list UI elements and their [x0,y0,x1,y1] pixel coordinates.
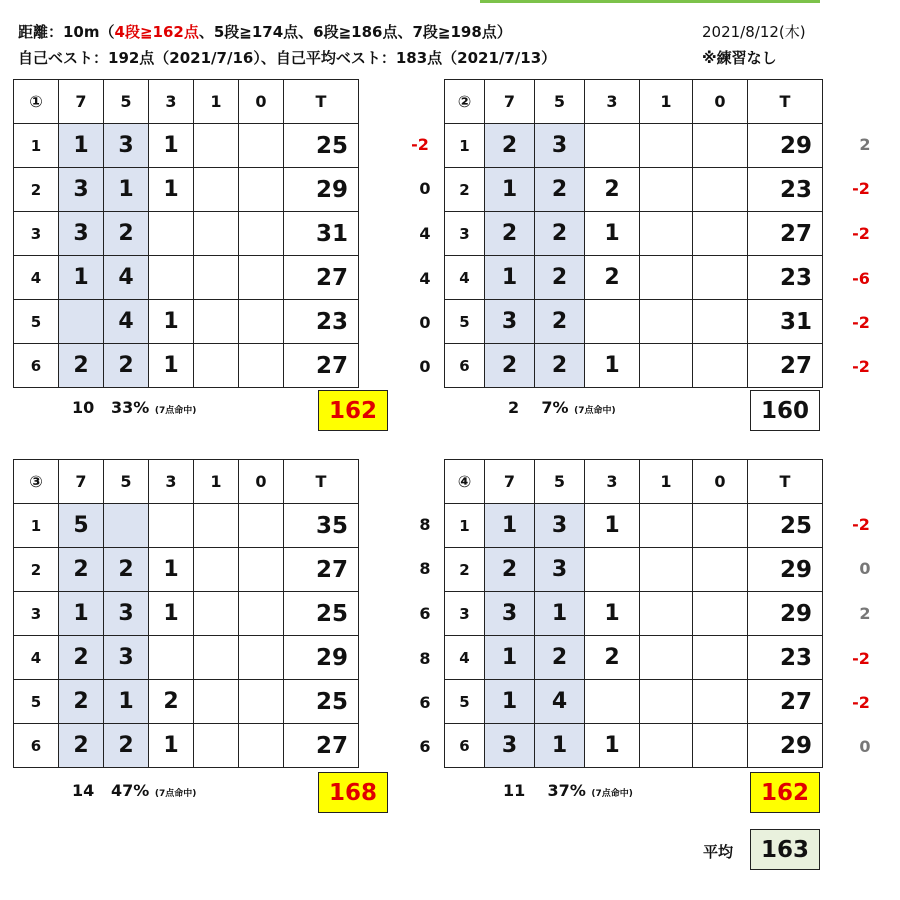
round-4-table [444,459,823,768]
count-3 [585,680,640,724]
count-1 [194,256,239,300]
table-row [445,504,823,548]
end-diff: -2 [411,135,429,154]
count-0 [239,168,284,212]
table-row [445,548,823,592]
count-3: 2 [585,168,640,212]
end-number: 4 [14,256,59,300]
column-header-3: 3 [149,460,194,504]
count-5: 1 [104,680,149,724]
count-3 [585,124,640,168]
end-total: 23 [748,168,823,212]
end-number: 4 [14,636,59,680]
count-1 [194,680,239,724]
count-3: 1 [149,124,194,168]
count-1 [194,548,239,592]
hit-count: 14 [72,781,95,800]
end-total: 27 [748,344,823,388]
table-row [445,256,823,300]
count-7: 2 [485,548,535,592]
count-1 [640,680,693,724]
count-5: 2 [535,300,585,344]
end-total: 27 [284,344,359,388]
count-1 [194,504,239,548]
count-1 [640,592,693,636]
count-3 [585,548,640,592]
table-row [445,592,823,636]
table-row [445,212,823,256]
round-3-summary [72,781,196,800]
round-2-table [444,79,823,388]
column-header-0: 0 [239,80,284,124]
end-diff: -2 [852,313,870,332]
end-diff: 8 [419,649,431,668]
count-1 [640,212,693,256]
count-1 [194,212,239,256]
end-diff: 0 [419,357,431,376]
count-0 [693,548,748,592]
end-total: 35 [284,504,359,548]
count-1 [640,504,693,548]
end-number: 2 [14,548,59,592]
end-total: 25 [284,592,359,636]
end-number: 3 [14,592,59,636]
count-5: 3 [535,548,585,592]
end-number: 1 [14,124,59,168]
round-marker: ③ [14,460,59,504]
end-total: 31 [284,212,359,256]
count-7: 3 [59,212,104,256]
end-diff: -2 [852,224,870,243]
average-label: 平均 [703,843,734,861]
end-diff: -2 [852,693,870,712]
table-row [445,300,823,344]
count-3: 1 [149,300,194,344]
round-marker: ② [445,80,485,124]
table-row [445,344,823,388]
end-total: 25 [284,124,359,168]
session-date: 2021/8/12(木) [702,23,806,41]
table-row [445,724,823,768]
hit-count: 10 [72,398,95,417]
count-3: 1 [585,212,640,256]
count-1 [640,724,693,768]
table-row [14,504,359,548]
hit-count: 11 [503,781,526,800]
end-diff: -2 [852,179,870,198]
count-0 [239,124,284,168]
count-0 [239,636,284,680]
end-total: 25 [284,680,359,724]
column-header-5: 5 [535,460,585,504]
count-7: 1 [59,256,104,300]
end-diff: 0 [859,737,871,756]
table-row [14,124,359,168]
hit-note: (7点命中) [574,406,616,416]
column-header-7: 7 [485,460,535,504]
count-5: 3 [104,592,149,636]
table-row [14,344,359,388]
end-total: 23 [748,636,823,680]
end-number: 2 [445,168,485,212]
count-5: 4 [104,256,149,300]
end-number: 5 [14,300,59,344]
distance-threshold-4dan: 4段≧162点 [114,23,199,41]
round-2-total: 160 [750,390,820,431]
count-0 [239,680,284,724]
column-header-7: 7 [59,460,104,504]
round-3-total: 168 [318,772,388,813]
end-total: 23 [748,256,823,300]
count-0 [693,168,748,212]
distance-line [18,22,512,42]
count-3: 1 [149,548,194,592]
count-0 [239,548,284,592]
hit-note: (7点命中) [591,789,633,799]
column-header-3: 3 [585,460,640,504]
round-4-summary [503,781,633,800]
column-header-7: 7 [59,80,104,124]
end-total: 29 [748,592,823,636]
count-0 [239,504,284,548]
hit-note: (7点命中) [154,406,197,416]
table-row [14,636,359,680]
end-number: 1 [445,504,485,548]
count-1 [640,636,693,680]
table-row [445,124,823,168]
column-header-total: T [748,460,823,504]
end-total: 27 [748,212,823,256]
count-5: 3 [535,504,585,548]
count-7: 2 [485,212,535,256]
count-1 [194,592,239,636]
end-total: 29 [748,724,823,768]
count-0 [693,636,748,680]
count-0 [693,212,748,256]
count-3: 1 [585,344,640,388]
count-5: 2 [104,344,149,388]
count-3: 1 [149,724,194,768]
count-7: 2 [485,124,535,168]
round-2-summary [508,398,616,417]
column-header-5: 5 [535,80,585,124]
count-1 [194,724,239,768]
count-3: 1 [149,168,194,212]
column-header-total: T [284,460,359,504]
table-row [14,592,359,636]
end-number: 4 [445,636,485,680]
end-diff: 0 [859,559,871,578]
count-7: 1 [485,680,535,724]
column-header-1: 1 [640,460,693,504]
round-4-total: 162 [750,772,820,813]
count-5: 3 [104,124,149,168]
end-diff: 4 [419,269,431,288]
round-3-table [13,459,359,768]
count-7: 1 [59,124,104,168]
count-7: 1 [59,592,104,636]
column-header-5: 5 [104,460,149,504]
end-number: 1 [445,124,485,168]
count-7: 1 [485,636,535,680]
end-diff: 0 [419,179,431,198]
count-1 [194,168,239,212]
column-header-3: 3 [585,80,640,124]
count-3: 1 [585,504,640,548]
count-7 [59,300,104,344]
end-diff: -2 [852,515,870,534]
count-1 [640,124,693,168]
count-5: 1 [104,168,149,212]
round-4-header-row [445,460,823,504]
count-7: 2 [485,344,535,388]
end-total: 29 [284,636,359,680]
table-row [14,680,359,724]
personal-best-line: 自己ベスト：192点（2021/7/16）、自己平均ベスト：183点（2021/7/13） [18,49,557,67]
count-5: 2 [104,724,149,768]
end-number: 2 [14,168,59,212]
count-3: 2 [585,256,640,300]
count-0 [239,212,284,256]
end-diff: -2 [852,357,870,376]
hit-percent: 7% [541,398,569,417]
end-number: 5 [445,300,485,344]
count-0 [693,124,748,168]
count-3: 2 [149,680,194,724]
end-total: 29 [284,168,359,212]
table-row [14,548,359,592]
hit-note: (7点命中) [154,789,197,799]
distance-prefix: 距離：10m（ [18,23,115,41]
count-0 [693,724,748,768]
round-marker: ① [14,80,59,124]
count-0 [693,592,748,636]
column-header-0: 0 [693,460,748,504]
count-5: 1 [535,724,585,768]
count-7: 2 [59,344,104,388]
count-7: 3 [59,168,104,212]
end-number: 5 [445,680,485,724]
column-header-5: 5 [104,80,149,124]
end-total: 29 [748,124,823,168]
end-number: 2 [445,548,485,592]
count-5: 4 [104,300,149,344]
count-7: 2 [59,680,104,724]
table-row [14,300,359,344]
count-5: 2 [535,212,585,256]
count-1 [640,344,693,388]
end-total: 27 [284,548,359,592]
count-7: 5 [59,504,104,548]
count-5: 2 [535,636,585,680]
round-1-header-row [14,80,359,124]
count-1 [640,256,693,300]
distance-thresholds-rest: 、5段≧174点、6段≧186点、7段≧198点） [198,23,512,41]
count-5: 2 [535,168,585,212]
end-total: 25 [748,504,823,548]
count-3 [149,256,194,300]
column-header-0: 0 [239,460,284,504]
count-7: 2 [59,548,104,592]
end-diff: 8 [419,559,431,578]
count-7: 1 [485,504,535,548]
end-diff: 8 [419,515,431,534]
table-row [14,256,359,300]
count-1 [194,636,239,680]
count-0 [693,256,748,300]
column-header-7: 7 [485,80,535,124]
end-total: 27 [748,680,823,724]
count-3: 1 [585,592,640,636]
end-number: 6 [14,724,59,768]
count-3: 2 [585,636,640,680]
count-7: 1 [485,256,535,300]
table-row [14,212,359,256]
count-3 [149,504,194,548]
count-7: 3 [485,592,535,636]
count-0 [693,300,748,344]
column-header-1: 1 [194,80,239,124]
top-accent-line [480,0,820,3]
average-score: 163 [750,829,820,870]
column-header-total: T [748,80,823,124]
count-7: 3 [485,300,535,344]
end-number: 3 [445,212,485,256]
round-1-total: 162 [318,390,388,431]
end-diff: -6 [852,269,870,288]
count-5: 2 [535,344,585,388]
count-3: 1 [149,344,194,388]
count-0 [693,504,748,548]
round-2-header-row [445,80,823,124]
round-1-table [13,79,359,388]
end-diff: 2 [859,135,871,154]
count-3 [585,300,640,344]
count-0 [239,724,284,768]
count-0 [239,344,284,388]
column-header-3: 3 [149,80,194,124]
table-row [445,680,823,724]
end-total: 27 [284,256,359,300]
practice-note: ※練習なし [702,49,777,67]
end-diff: 4 [419,224,431,243]
end-diff: -2 [852,649,870,668]
end-number: 6 [445,344,485,388]
end-diff: 6 [419,737,431,756]
column-header-1: 1 [640,80,693,124]
end-total: 27 [284,724,359,768]
count-1 [194,124,239,168]
count-7: 2 [59,636,104,680]
end-number: 4 [445,256,485,300]
end-number: 6 [14,344,59,388]
end-number: 5 [14,680,59,724]
end-number: 3 [445,592,485,636]
count-5: 3 [535,124,585,168]
hit-count: 2 [508,398,520,417]
column-header-0: 0 [693,80,748,124]
count-7: 2 [59,724,104,768]
count-3: 1 [585,724,640,768]
column-header-1: 1 [194,460,239,504]
end-total: 31 [748,300,823,344]
count-5 [104,504,149,548]
count-0 [693,344,748,388]
round-marker: ④ [445,460,485,504]
end-total: 23 [284,300,359,344]
end-diff: 2 [859,604,871,623]
table-row [445,636,823,680]
end-number: 1 [14,504,59,548]
round-1-summary [72,398,196,417]
count-5: 2 [104,548,149,592]
count-5: 2 [535,256,585,300]
table-row [14,168,359,212]
count-7: 1 [485,168,535,212]
count-0 [693,680,748,724]
count-0 [239,256,284,300]
end-total: 29 [748,548,823,592]
count-3 [149,636,194,680]
count-3 [149,212,194,256]
hit-percent: 33% [110,398,150,417]
round-3-header-row [14,460,359,504]
hit-percent: 37% [547,781,586,800]
end-number: 3 [14,212,59,256]
count-1 [640,548,693,592]
count-7: 3 [485,724,535,768]
end-number: 6 [445,724,485,768]
end-diff: 6 [419,604,431,623]
count-3: 1 [149,592,194,636]
count-5: 2 [104,212,149,256]
count-1 [194,344,239,388]
end-diff: 0 [419,313,431,332]
count-5: 1 [535,592,585,636]
column-header-total: T [284,80,359,124]
hit-percent: 47% [110,781,150,800]
count-1 [194,300,239,344]
count-1 [640,168,693,212]
table-row [445,168,823,212]
count-5: 3 [104,636,149,680]
count-1 [640,300,693,344]
table-row [14,724,359,768]
count-5: 4 [535,680,585,724]
count-0 [239,592,284,636]
count-0 [239,300,284,344]
end-diff: 6 [419,693,431,712]
